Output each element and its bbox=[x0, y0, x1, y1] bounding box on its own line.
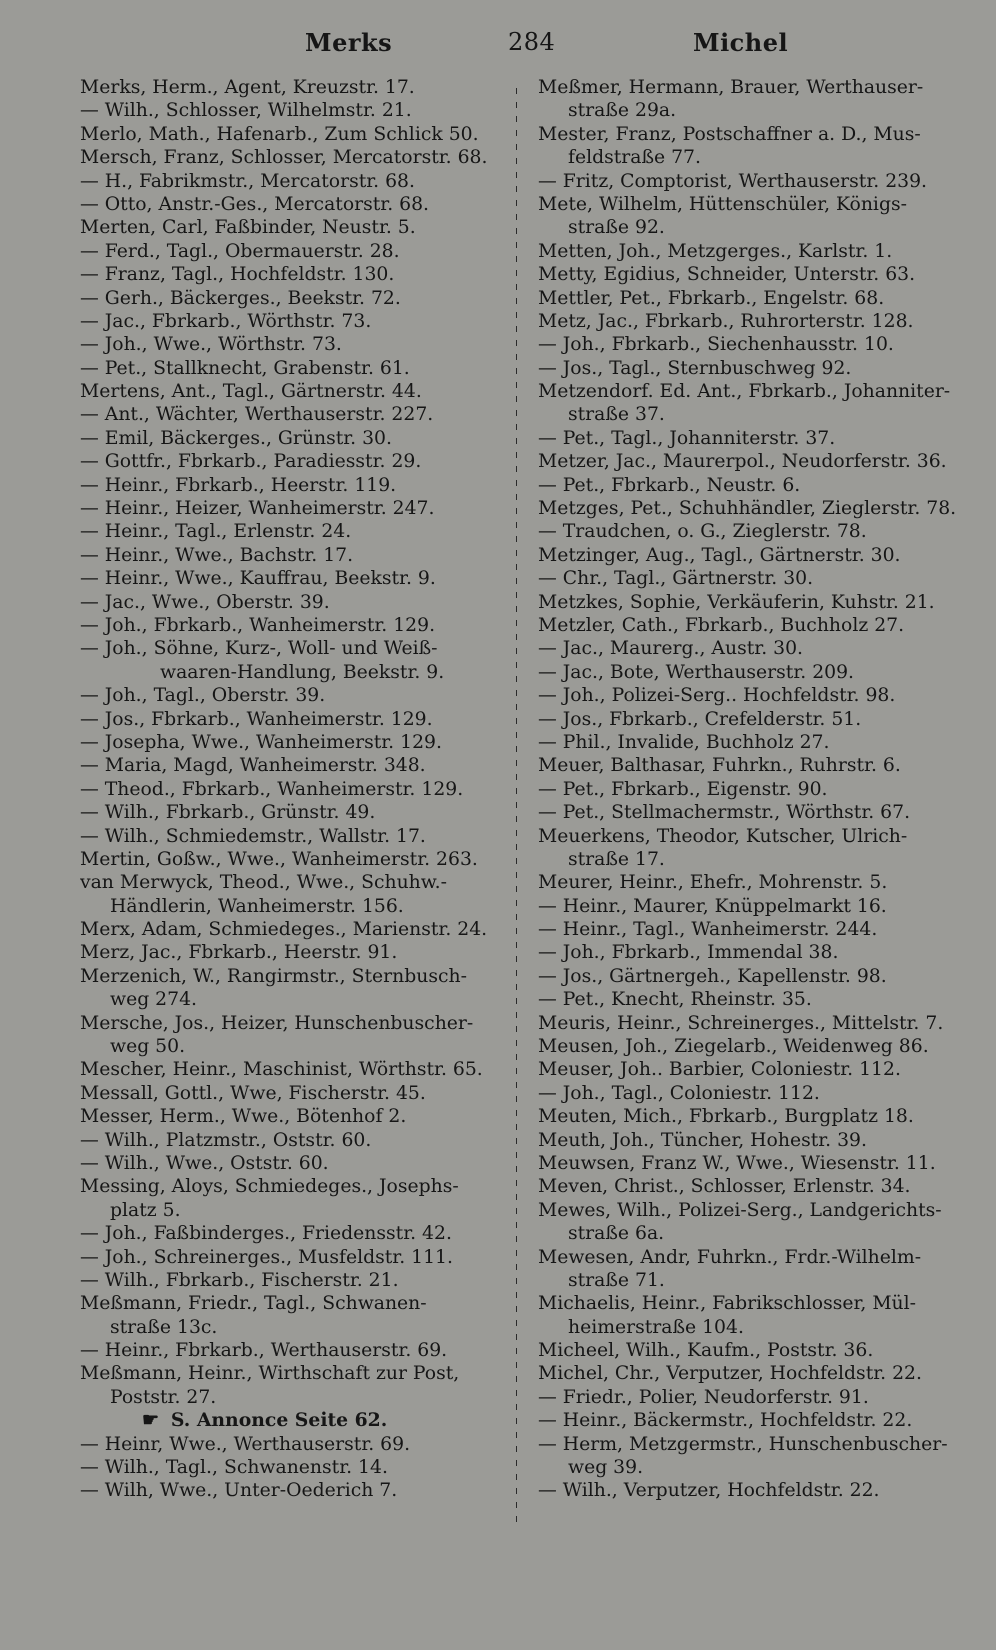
entry-text: straße 13c. bbox=[110, 1316, 218, 1338]
entry-text: Metty, Egidius, Schneider, Unterstr. 63. bbox=[538, 264, 916, 286]
entry-text: — Joh., Faßbinderges., Friedensstr. 42. bbox=[80, 1223, 452, 1245]
directory-entry bbox=[538, 895, 984, 918]
directory-entry bbox=[538, 637, 984, 660]
directory-entry bbox=[80, 778, 520, 801]
directory-entry bbox=[538, 1339, 984, 1362]
entry-text: — Pet., Stellmachermstr., Wörthstr. 67. bbox=[538, 802, 911, 824]
entry-text: Metz, Jac., Fbrkarb., Ruhrorterstr. 128. bbox=[538, 310, 914, 332]
directory-entry bbox=[538, 544, 984, 567]
directory-entry bbox=[538, 1105, 984, 1128]
entry-text: — Heinr., Heizer, Wanheimerstr. 247. bbox=[80, 498, 435, 520]
entry-text: — Jac., Bote, Werthauserstr. 209. bbox=[538, 661, 855, 683]
directory-entry bbox=[538, 1316, 984, 1339]
entry-text: van Merwyck, Theod., Wwe., Schuhw.- bbox=[80, 872, 447, 894]
directory-entry bbox=[80, 1479, 520, 1502]
directory-entry bbox=[80, 614, 520, 637]
entry-text: Metzendorf. Ed. Ant., Fbrkarb., Johanniter- bbox=[538, 381, 951, 403]
directory-entry bbox=[80, 941, 520, 964]
directory-entry bbox=[538, 450, 984, 473]
directory-entry bbox=[538, 1035, 984, 1058]
entry-text: Metzges, Pet., Schuhhändler, Zieglerstr. 78. bbox=[538, 498, 957, 520]
entry-text: straße 71. bbox=[568, 1269, 665, 1291]
entry-text: Mete, Wilhelm, Hüttenschüler, Königs- bbox=[538, 193, 907, 215]
directory-entry bbox=[538, 825, 984, 848]
directory-entry bbox=[80, 1152, 520, 1175]
entry-text: — H., Fabrikmstr., Mercatorstr. 68. bbox=[80, 170, 415, 192]
directory-entry bbox=[538, 333, 984, 356]
directory-entry bbox=[538, 1012, 984, 1035]
directory-entry bbox=[80, 1456, 520, 1479]
entry-text: Händlerin, Wanheimerstr. 156. bbox=[110, 895, 404, 917]
directory-entry bbox=[538, 1386, 984, 1409]
directory-entry bbox=[538, 871, 984, 894]
directory-entry bbox=[538, 661, 984, 684]
entry-text: — Wilh., Schmiedemstr., Wallstr. 17. bbox=[80, 825, 426, 847]
right-column bbox=[538, 76, 984, 1503]
directory-entry bbox=[538, 614, 984, 637]
entry-text: — Gerh., Bäckerges., Beekstr. 72. bbox=[80, 287, 401, 309]
directory-entry bbox=[80, 895, 520, 918]
directory-entry bbox=[80, 731, 520, 754]
entry-text: — Joh., Polizei-Serg.. Hochfeldstr. 98. bbox=[538, 685, 896, 707]
directory-entry bbox=[538, 1362, 984, 1385]
directory-entry bbox=[538, 1199, 984, 1222]
directory-entry bbox=[80, 1105, 520, 1128]
entry-text: Metzinger, Aug., Tagl., Gärtnerstr. 30. bbox=[538, 544, 901, 566]
entry-text: Meven, Christ., Schlosser, Erlenstr. 34. bbox=[538, 1176, 911, 1198]
directory-entry bbox=[538, 965, 984, 988]
directory-entry bbox=[538, 1456, 984, 1479]
directory-entry bbox=[538, 146, 984, 169]
directory-entry bbox=[80, 1269, 520, 1292]
entry-text: — Herm, Metzgermstr., Hunschenbuscher- bbox=[538, 1433, 948, 1455]
entry-text: heimerstraße 104. bbox=[568, 1316, 744, 1338]
entry-text: Merx, Adam, Schmiedeges., Marienstr. 24. bbox=[80, 919, 488, 941]
directory-entry bbox=[80, 193, 520, 216]
directory-entry bbox=[538, 240, 984, 263]
entry-text: Mersch, Franz, Schlosser, Mercatorstr. 68. bbox=[80, 147, 488, 169]
directory-entry bbox=[538, 941, 984, 964]
directory-entry bbox=[538, 497, 984, 520]
entry-text: — Jos., Gärtnergeh., Kapellenstr. 98. bbox=[538, 965, 887, 987]
directory-entry bbox=[80, 240, 520, 263]
directory-entry bbox=[80, 708, 520, 731]
entry-text: Messer, Herm., Wwe., Bötenhof 2. bbox=[80, 1106, 407, 1128]
directory-entry bbox=[538, 801, 984, 824]
entry-text: Metzkes, Sophie, Verkäuferin, Kuhstr. 21. bbox=[538, 591, 935, 613]
directory-entry bbox=[80, 497, 520, 520]
entry-text: Metten, Joh., Metzgerges., Karlstr. 1. bbox=[538, 240, 893, 262]
entry-text: — Pet., Tagl., Johanniterstr. 37. bbox=[538, 427, 836, 449]
directory-entry bbox=[80, 567, 520, 590]
entry-text: — Jac., Fbrkarb., Wörthstr. 73. bbox=[80, 310, 372, 332]
directory-entry bbox=[538, 380, 984, 403]
directory-entry bbox=[538, 1409, 984, 1432]
directory-entry bbox=[538, 357, 984, 380]
entry-text: weg 39. bbox=[568, 1457, 644, 1479]
directory-entry bbox=[538, 427, 984, 450]
directory-entry bbox=[538, 591, 984, 614]
column-separator bbox=[516, 88, 517, 1528]
left-column bbox=[80, 76, 520, 1503]
directory-entry bbox=[80, 965, 520, 988]
entry-text: weg 50. bbox=[110, 1036, 186, 1058]
entry-text: Merks, Herm., Agent, Kreuzstr. 17. bbox=[80, 77, 415, 98]
entry-text: — Jos., Fbrkarb., Crefelderstr. 51. bbox=[538, 708, 862, 730]
directory-entry bbox=[538, 1222, 984, 1245]
entry-text: — Joh., Fbrkarb., Immendal 38. bbox=[538, 942, 839, 964]
directory-entry bbox=[538, 1058, 984, 1081]
directory-entry bbox=[80, 76, 520, 99]
directory-entry bbox=[80, 1246, 520, 1269]
entry-text: — Theod., Fbrkarb., Wanheimerstr. 129. bbox=[80, 778, 464, 800]
entry-text: Mewes, Wilh., Polizei-Serg., Landgerichts- bbox=[538, 1199, 942, 1221]
directory-entry bbox=[80, 661, 520, 684]
directory-entry bbox=[538, 310, 984, 333]
directory-entry bbox=[538, 1433, 984, 1456]
directory-entry bbox=[80, 146, 520, 169]
entry-text: Mertin, Goßw., Wwe., Wanheimerstr. 263. bbox=[80, 848, 478, 870]
entry-text: — Joh., Tagl., Oberstr. 39. bbox=[80, 685, 326, 707]
entry-text: Meurer, Heinr., Ehefr., Mohrenstr. 5. bbox=[538, 872, 888, 894]
page-number: 284 bbox=[508, 28, 556, 56]
directory-entry bbox=[80, 427, 520, 450]
entry-text: S. Annonce Seite 62. bbox=[170, 1409, 388, 1432]
directory-entry bbox=[80, 287, 520, 310]
entry-text: straße 92. bbox=[568, 217, 665, 239]
directory-entry bbox=[80, 1362, 520, 1385]
directory-entry bbox=[80, 1339, 520, 1362]
entry-text: — Maria, Magd, Wanheimerstr. 348. bbox=[80, 755, 426, 777]
entry-text: Meuerkens, Theodor, Kutscher, Ulrich- bbox=[538, 825, 908, 847]
entry-text: Michaelis, Heinr., Fabrikschlosser, Mül- bbox=[538, 1293, 917, 1315]
directory-entry bbox=[80, 637, 520, 660]
header-first-entry: Merks bbox=[305, 28, 393, 57]
directory-entry bbox=[538, 474, 984, 497]
directory-entry bbox=[80, 170, 520, 193]
entry-text: Messall, Gottl., Wwe, Fischerstr. 45. bbox=[80, 1082, 426, 1104]
entry-text: Mescher, Heinr., Maschinist, Wörthstr. 65. bbox=[80, 1059, 483, 1081]
entry-text: — Heinr., Tagl., Erlenstr. 24. bbox=[80, 521, 352, 543]
entry-text: Merzenich, W., Rangirmstr., Sternbusch- bbox=[80, 965, 467, 987]
entry-text: — Heinr., Maurer, Knüppelmarkt 16. bbox=[538, 895, 887, 917]
entry-text: — Ferd., Tagl., Obermauerstr. 28. bbox=[80, 240, 400, 262]
entry-text: Messing, Aloys, Schmiedeges., Josephs- bbox=[80, 1176, 459, 1198]
entry-text: — Pet., Knecht, Rheinstr. 35. bbox=[538, 989, 812, 1011]
directory-entry bbox=[538, 403, 984, 426]
entry-text: Mewesen, Andr, Fuhrkn., Frdr.-Wilhelm- bbox=[538, 1246, 922, 1268]
directory-entry bbox=[538, 193, 984, 216]
entry-text: — Chr., Tagl., Gärtnerstr. 30. bbox=[538, 568, 814, 590]
entry-text: Meuten, Mich., Fbrkarb., Burgplatz 18. bbox=[538, 1106, 914, 1128]
entry-text: platz 5. bbox=[110, 1199, 181, 1221]
directory-entry bbox=[80, 871, 520, 894]
directory-entry bbox=[538, 1269, 984, 1292]
entry-text: Mersche, Jos., Heizer, Hunschenbuscher- bbox=[80, 1012, 474, 1034]
directory-entry bbox=[80, 591, 520, 614]
directory-entry bbox=[538, 76, 984, 99]
entry-text: — Heinr., Bäckermstr., Hochfeldstr. 22. bbox=[538, 1410, 913, 1432]
directory-entry bbox=[80, 1199, 520, 1222]
entry-text: — Heinr., Fbrkarb., Heerstr. 119. bbox=[80, 474, 397, 496]
directory-entry bbox=[538, 1479, 984, 1502]
entry-text: — Friedr., Polier, Neudorferstr. 91. bbox=[538, 1386, 869, 1408]
directory-entry bbox=[80, 216, 520, 239]
directory-entry bbox=[80, 99, 520, 122]
directory-entry bbox=[80, 825, 520, 848]
entry-text: — Joh., Fbrkarb., Siechenhausstr. 10. bbox=[538, 334, 894, 356]
directory-entry bbox=[538, 848, 984, 871]
directory-entry bbox=[538, 216, 984, 239]
entry-text: Micheel, Wilh., Kaufm., Poststr. 36. bbox=[538, 1340, 874, 1362]
entry-text: — Emil, Bäckerges., Grünstr. 30. bbox=[80, 427, 392, 449]
directory-entry bbox=[538, 170, 984, 193]
directory-entry bbox=[80, 801, 520, 824]
entry-text: — Jac., Wwe., Oberstr. 39. bbox=[80, 591, 330, 613]
entry-text: — Heinr., Wwe., Bachstr. 17. bbox=[80, 544, 354, 566]
entry-text: Meuser, Joh.. Barbier, Coloniestr. 112. bbox=[538, 1059, 901, 1081]
entry-text: — Wilh., Fbrkarb., Grünstr. 49. bbox=[80, 802, 376, 824]
directory-entry bbox=[80, 310, 520, 333]
entry-text: — Jos., Tagl., Sternbuschweg 92. bbox=[538, 357, 852, 379]
directory-entry bbox=[80, 1316, 520, 1339]
directory-entry bbox=[80, 848, 520, 871]
directory-entry bbox=[538, 1292, 984, 1315]
directory-entry bbox=[80, 1012, 520, 1035]
running-header bbox=[0, 28, 996, 68]
directory-entry bbox=[80, 1129, 520, 1152]
directory-entry bbox=[538, 287, 984, 310]
entry-text: — Wilh., Fbrkarb., Fischerstr. 21. bbox=[80, 1269, 399, 1291]
entry-text: — Fritz, Comptorist, Werthauserstr. 239. bbox=[538, 170, 928, 192]
entry-text: Meusen, Joh., Ziegelarb., Weidenweg 86. bbox=[538, 1036, 929, 1058]
entry-text: — Ant., Wächter, Werthauserstr. 227. bbox=[80, 404, 434, 426]
entry-text: Meuris, Heinr., Schreinerges., Mittelstr. 7. bbox=[538, 1012, 944, 1034]
directory-entry bbox=[538, 1129, 984, 1152]
directory-entry bbox=[80, 754, 520, 777]
entry-text: — Otto, Anstr.-Ges., Mercatorstr. 68. bbox=[80, 193, 430, 215]
entry-text: weg 274. bbox=[110, 989, 198, 1011]
directory-entry bbox=[538, 708, 984, 731]
header-last-entry: Michel bbox=[693, 28, 789, 57]
entry-text: — Heinr., Wwe., Kauffrau, Beekstr. 9. bbox=[80, 568, 436, 590]
entry-text: — Wilh., Wwe., Oststr. 60. bbox=[80, 1152, 329, 1174]
entry-text: — Pet., Fbrkarb., Neustr. 6. bbox=[538, 474, 801, 496]
entry-text: — Wilh., Verputzer, Hochfeldstr. 22. bbox=[538, 1480, 880, 1502]
directory-entry bbox=[80, 1386, 520, 1409]
entry-text: — Heinr, Wwe., Werthauserstr. 69. bbox=[80, 1433, 411, 1455]
entry-text: — Heinr., Fbrkarb., Werthauserstr. 69. bbox=[80, 1340, 448, 1362]
entry-text: — Josepha, Wwe., Wanheimerstr. 129. bbox=[80, 731, 442, 753]
directory-entry bbox=[80, 918, 520, 941]
directory-entry bbox=[80, 474, 520, 497]
entry-text: waaren-Handlung, Beekstr. 9. bbox=[160, 661, 445, 683]
entry-text: — Heinr., Tagl., Wanheimerstr. 244. bbox=[538, 919, 878, 941]
entry-text: feldstraße 77. bbox=[568, 147, 701, 169]
entry-text: Meßmann, Heinr., Wirthschaft zur Post, bbox=[80, 1363, 460, 1385]
entry-text: Meuth, Joh., Tüncher, Hohestr. 39. bbox=[538, 1129, 867, 1151]
directory-entry bbox=[538, 263, 984, 286]
directory-entry bbox=[538, 99, 984, 122]
entry-text: — Wilh., Schlosser, Wilhelmstr. 21. bbox=[80, 100, 412, 122]
directory-entry bbox=[538, 1082, 984, 1105]
directory-entry bbox=[80, 263, 520, 286]
entry-text: Merlo, Math., Hafenarb., Zum Schlick 50. bbox=[80, 123, 479, 145]
directory-entry bbox=[538, 918, 984, 941]
entry-text: Michel, Chr., Verputzer, Hochfeldstr. 22. bbox=[538, 1363, 922, 1385]
directory-entry bbox=[80, 684, 520, 707]
entry-text: — Joh., Schreinerges., Musfeldstr. 111. bbox=[80, 1246, 453, 1268]
directory-entry bbox=[80, 1292, 520, 1315]
directory-entry bbox=[538, 754, 984, 777]
entry-text: Merten, Carl, Faßbinder, Neustr. 5. bbox=[80, 217, 416, 239]
entry-text: Metzer, Jac., Maurerpol., Neudorferstr. 36. bbox=[538, 451, 947, 473]
directory-entry bbox=[80, 333, 520, 356]
directory-entry bbox=[80, 1058, 520, 1081]
entry-text: — Pet., Stallknecht, Grabenstr. 61. bbox=[80, 357, 410, 379]
entry-text: Metzler, Cath., Fbrkarb., Buchholz 27. bbox=[538, 614, 905, 636]
entry-text: — Wilh., Platzmstr., Oststr. 60. bbox=[80, 1129, 372, 1151]
directory-entry bbox=[538, 1246, 984, 1269]
directory-entry bbox=[80, 1082, 520, 1105]
directory-entry bbox=[538, 1152, 984, 1175]
entry-text: straße 6a. bbox=[568, 1223, 665, 1245]
directory-entry bbox=[538, 1175, 984, 1198]
entry-text: Meßmann, Friedr., Tagl., Schwanen- bbox=[80, 1293, 427, 1315]
directory-entry bbox=[80, 1222, 520, 1245]
directory-entry bbox=[538, 684, 984, 707]
entry-text: — Joh., Söhne, Kurz-, Woll- und Weiß- bbox=[80, 638, 438, 660]
directory-entry bbox=[80, 1433, 520, 1456]
entry-text: — Traudchen, o. G., Zieglerstr. 78. bbox=[538, 521, 867, 543]
directory-entry bbox=[538, 988, 984, 1011]
entry-text: straße 17. bbox=[568, 848, 665, 870]
entry-text: — Pet., Fbrkarb., Eigenstr. 90. bbox=[538, 778, 828, 800]
entry-text: straße 37. bbox=[568, 404, 665, 426]
directory-entry bbox=[80, 357, 520, 380]
pointing-hand-icon: ☛ bbox=[142, 1409, 159, 1432]
entry-text: Mertens, Ant., Tagl., Gärtnerstr. 44. bbox=[80, 381, 422, 403]
entry-text: Mettler, Pet., Fbrkarb., Engelstr. 68. bbox=[538, 287, 885, 309]
directory-entry bbox=[538, 520, 984, 543]
entry-text: — Wilh, Wwe., Unter-Oederich 7. bbox=[80, 1480, 398, 1502]
entry-text: — Jos., Fbrkarb., Wanheimerstr. 129. bbox=[80, 708, 433, 730]
entry-text: — Gottfr., Fbrkarb., Paradiesstr. 29. bbox=[80, 451, 422, 473]
entry-text: Meßmer, Hermann, Brauer, Werthauser- bbox=[538, 77, 924, 98]
directory-entry bbox=[80, 380, 520, 403]
annonce-reference bbox=[80, 1409, 520, 1432]
entry-text: Mester, Franz, Postschaffner a. D., Mus- bbox=[538, 123, 921, 145]
entry-text: Meuer, Balthasar, Fuhrkn., Ruhrstr. 6. bbox=[538, 755, 901, 777]
entry-text: straße 29a. bbox=[568, 100, 677, 122]
entry-text: Meuwsen, Franz W., Wwe., Wiesenstr. 11. bbox=[538, 1152, 936, 1174]
entry-text: — Wilh., Tagl., Schwanenstr. 14. bbox=[80, 1457, 388, 1479]
directory-entry bbox=[538, 123, 984, 146]
directory-entry bbox=[80, 544, 520, 567]
directory-entry bbox=[80, 520, 520, 543]
directory-entry bbox=[80, 1035, 520, 1058]
directory-entry bbox=[80, 450, 520, 473]
entry-text: — Phil., Invalide, Buchholz 27. bbox=[538, 731, 830, 753]
entry-text: — Joh., Wwe., Wörthstr. 73. bbox=[80, 334, 342, 356]
entry-text: — Franz, Tagl., Hochfeldstr. 130. bbox=[80, 264, 395, 286]
directory-entry bbox=[80, 1175, 520, 1198]
entry-text: — Joh., Fbrkarb., Wanheimerstr. 129. bbox=[80, 614, 436, 636]
directory-entry bbox=[538, 778, 984, 801]
directory-entry bbox=[538, 567, 984, 590]
directory-entry bbox=[538, 731, 984, 754]
directory-entry bbox=[80, 988, 520, 1011]
entry-text: Merz, Jac., Fbrkarb., Heerstr. 91. bbox=[80, 942, 398, 964]
entry-text: — Jac., Maurerg., Austr. 30. bbox=[538, 638, 803, 660]
entry-text: — Joh., Tagl., Coloniestr. 112. bbox=[538, 1082, 820, 1104]
entry-text: Poststr. 27. bbox=[110, 1386, 217, 1408]
directory-entry bbox=[80, 123, 520, 146]
directory-entry bbox=[80, 403, 520, 426]
